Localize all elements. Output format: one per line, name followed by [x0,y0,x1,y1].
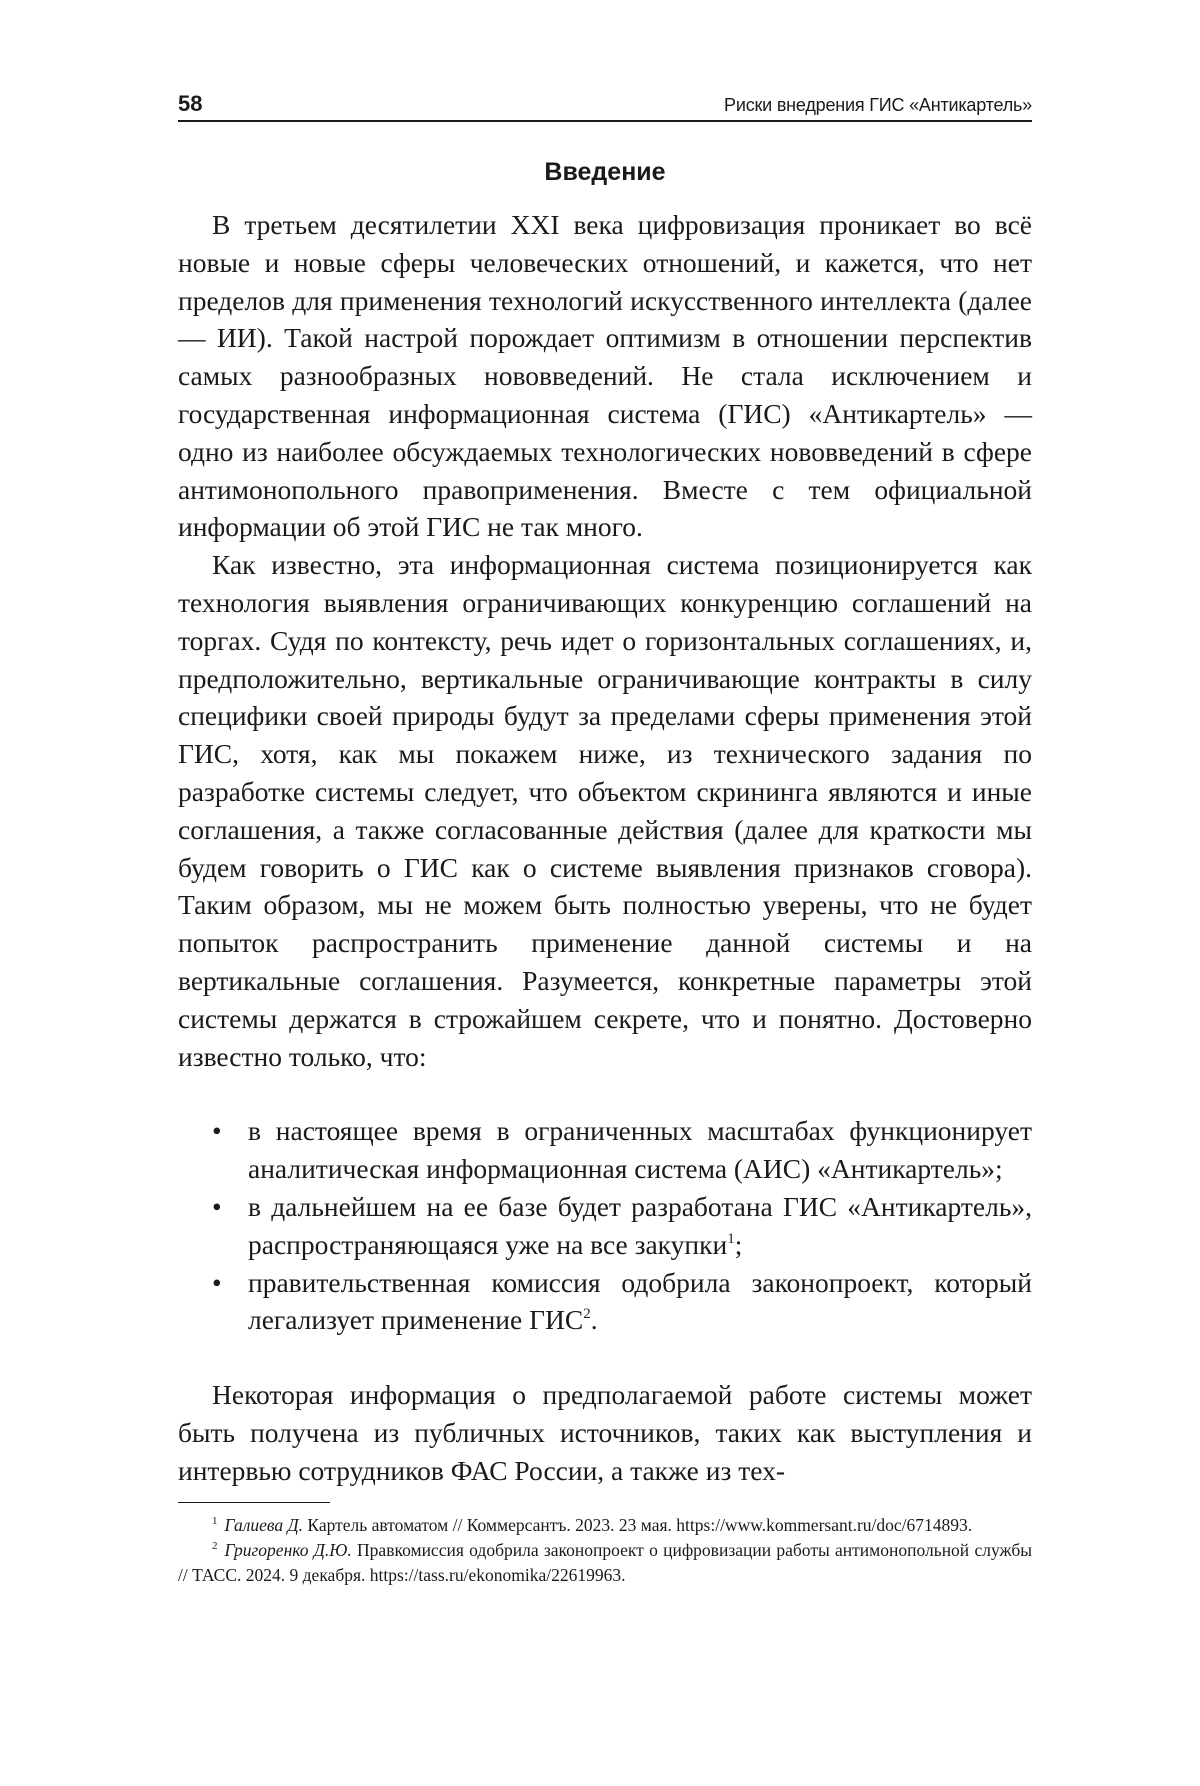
running-head [178,86,1032,122]
footnote-number: 1 [212,1515,218,1527]
footnotes [178,1513,1032,1588]
footnote-text: Правкомиссия одобрила законопроект о цифровизации работы антимонопольной службы // ТАСС. 2024. 9 декабря. https://tass.ru/ekonomika/22619963. [178,1540,1032,1585]
footnote-divider [178,1502,330,1503]
footnote-author: Галиева Д. [225,1515,304,1535]
bullet-list [178,1112,1032,1339]
bullet-icon: • [212,1264,222,1302]
paragraph-1: В третьем десятилетии XXI века цифровизация проникает во всё новые и новые сферы человеческих отношений, и кажется, что нет пределов для применения технологий искусственного интеллекта (далее — ИИ). Такой настрой порождает оптимизм в отношении перспектив самых разнообразных нововведений. Не стала исключением и государственная информационная система (ГИС) «Антикартель» — одно из наиболее обсуждаемых технологических нововведений в сфере антимонопольного правоприменения. Вместе с тем официальной информации об этой ГИС не так много. [178,206,1032,546]
bullet-icon: • [212,1112,222,1150]
list-item [178,1112,1032,1188]
footnote-text: Картель автоматом // Коммерсантъ. 2023. 23 мая. https://www.kommersant.ru/doc/6714893. [307,1515,972,1535]
list-item-text: в дальнейшем на ее базе будет разработана ГИС «Антикартель», распространяющаяся уже на все закупки [248,1191,1032,1260]
section-title: Введение [178,158,1032,186]
footnote-ref-1[interactable]: 1 [727,1231,735,1247]
book-page [178,86,1032,1588]
list-item-text: в настоящее время в ограниченных масштабах функционирует аналитическая информационная система (АИС) «Антикартель»; [248,1115,1032,1184]
list-item-text: правительственная комиссия одобрила законопроект, который легализует применение ГИС [248,1267,1032,1336]
footnote-number: 2 [212,1540,218,1552]
running-title: Риски внедрения ГИС «Антикартель» [724,94,1032,116]
list-item-tail: . [591,1304,598,1335]
bullet-icon: • [212,1188,222,1226]
page-number: 58 [178,92,202,116]
list-item [178,1188,1032,1264]
footnote-author: Григоренко Д.Ю. [225,1540,352,1560]
footnote-1 [178,1513,1032,1538]
list-item [178,1264,1032,1340]
paragraph-2: Как известно, эта информационная система позиционируется как технология выявления ограничивающих конкуренцию соглашений на торгах. Судя по контексту, речь идет о горизонтальных соглашениях, и, предположительно, вертикальные ограничивающие контракты в силу специфики своей природы будут за пределами сферы применения этой ГИС, хотя, как мы покажем ниже, из технического задания по разработке системы следует, что объектом скрининга являются и иные соглашения, а также согласованные действия (далее для краткости мы будем говорить о ГИС как о системе выявления признаков сговора). Таким образом, мы не можем быть полностью уверены, что не будет попыток распространить применение данной системы и на вертикальные соглашения. Разумеется, конкретные параметры этой системы держатся в строжайшем секрете, что и понятно. Достоверно известно только, что: [178,546,1032,1075]
body-text [178,206,1032,1490]
list-item-tail: ; [735,1229,743,1260]
footnote-2 [178,1538,1032,1588]
footnote-ref-2[interactable]: 2 [583,1306,591,1322]
paragraph-3: Некоторая информация о предполагаемой работе системы может быть получена из публичных источников, таких как выступления и интервью сотрудников ФАС России, а также из тех- [178,1376,1032,1489]
